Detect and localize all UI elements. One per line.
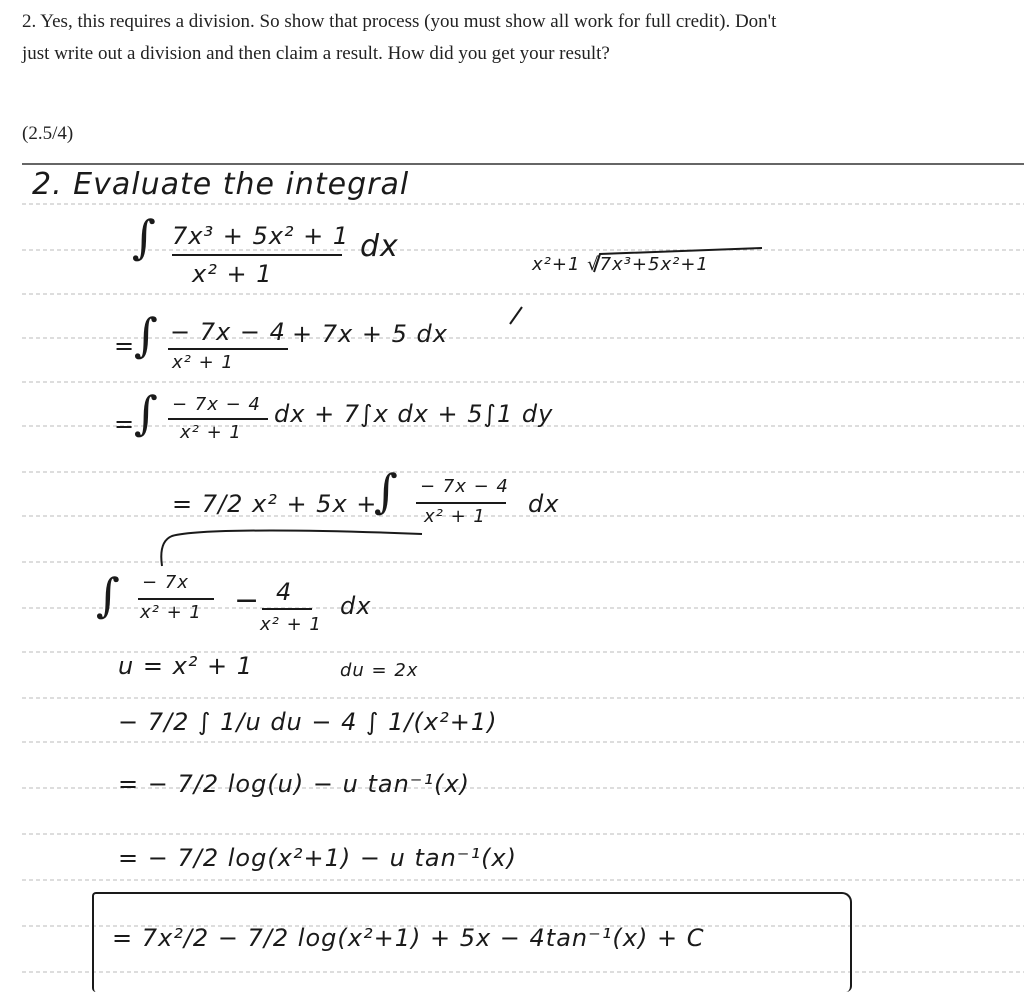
final-answer: = 7x²/2 − 7/2 log(x²+1) + 5x − 4tan⁻¹(x) + C bbox=[112, 924, 705, 952]
step2-rest: dx + 7∫x dx + 5∫1 dy bbox=[274, 400, 554, 428]
integrand-denominator: x² + 1 bbox=[192, 260, 273, 288]
step1-denominator: x² + 1 bbox=[172, 352, 234, 373]
fraction-bar bbox=[172, 254, 342, 256]
handwritten-work-image bbox=[22, 162, 1024, 995]
fraction-bar bbox=[168, 348, 288, 350]
integrand-numerator: 7x³ + 5x² + 1 bbox=[172, 222, 350, 250]
step2-numerator: − 7x − 4 bbox=[172, 394, 261, 415]
step3-expression: = 7/2 x² + 5x + bbox=[172, 490, 378, 518]
integral-sign: ∫ bbox=[134, 308, 158, 362]
fraction-bar bbox=[416, 502, 506, 504]
step6-expression: = − 7/2 log(u) − u tan⁻¹(x) bbox=[118, 770, 471, 798]
fraction-bar bbox=[168, 418, 268, 420]
heading: 2. Evaluate the integral bbox=[32, 167, 410, 202]
fraction-bar bbox=[138, 598, 214, 600]
step3-denominator: x² + 1 bbox=[424, 506, 486, 527]
step4-dx: dx bbox=[340, 592, 372, 620]
substitution-du: du = 2x bbox=[340, 660, 419, 681]
substitution-u: u = x² + 1 bbox=[118, 652, 254, 680]
step1-numerator: − 7x − 4 bbox=[170, 318, 286, 346]
fraction-bar bbox=[262, 608, 312, 610]
step3-dx: dx bbox=[528, 490, 560, 518]
integral-sign: ∫ bbox=[96, 568, 120, 622]
step4-term1-denominator: x² + 1 bbox=[140, 602, 202, 623]
step4-term2-numerator: 4 bbox=[276, 578, 293, 606]
step2-denominator: x² + 1 bbox=[180, 422, 242, 443]
score-label: (2.5/4) bbox=[22, 123, 74, 144]
step7-expression: = − 7/2 log(x²+1) − u tan⁻¹(x) bbox=[118, 844, 517, 872]
step5-expression: − 7/2 ∫ 1/u du − 4 ∫ 1/(x²+1) bbox=[118, 708, 498, 736]
step1-prefix: = bbox=[114, 332, 136, 360]
step4-minus: − bbox=[234, 583, 261, 618]
integral-sign: ∫ bbox=[132, 210, 156, 264]
division-setup: x²+1 √7x³+5x²+1 bbox=[532, 254, 709, 275]
step4-term2-denominator: x² + 1 bbox=[260, 614, 322, 635]
step4-term1-numerator: − 7x bbox=[142, 572, 189, 593]
step2-prefix: = bbox=[114, 410, 136, 438]
question-text: 2. Yes, this requires a division. So show that process (you must show all work for full credit). Don't just write out a division and then claim a result. How did you get your result? bbox=[22, 11, 777, 64]
integral-sign: ∫ bbox=[374, 464, 398, 518]
integral-sign: ∫ bbox=[134, 386, 158, 440]
step1-rest: + 7x + 5 dx bbox=[292, 320, 448, 348]
step3-numerator: − 7x − 4 bbox=[420, 476, 509, 497]
dx-label: dx bbox=[360, 229, 399, 264]
